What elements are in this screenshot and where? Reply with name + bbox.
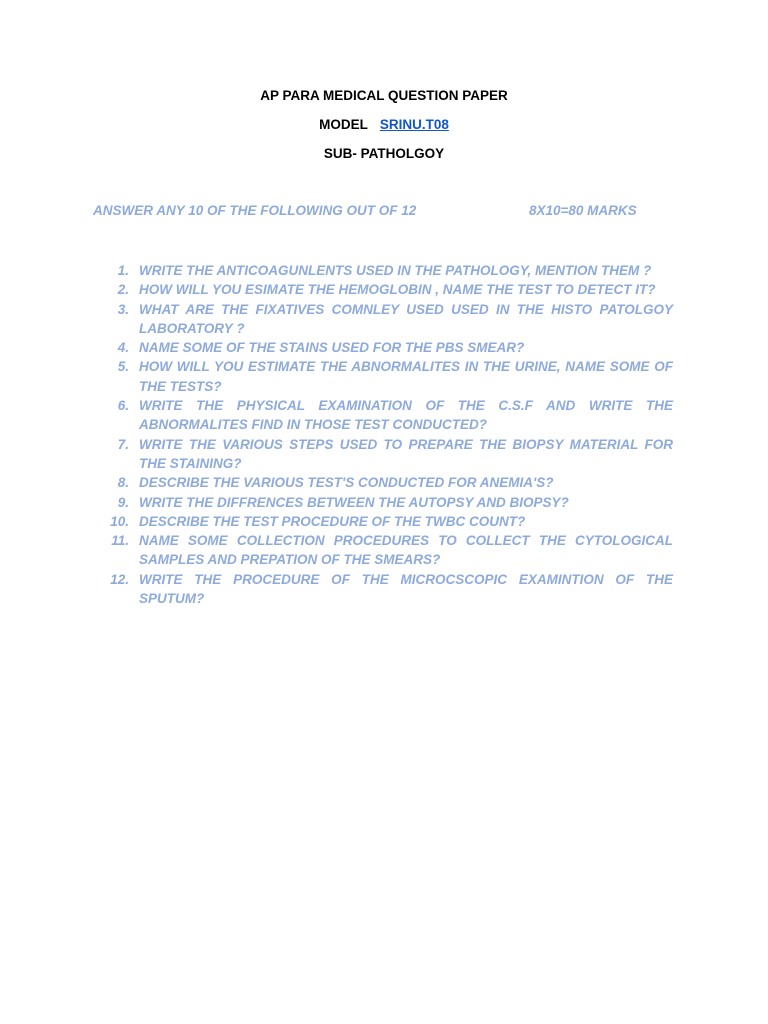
- question-item: [105, 531, 673, 570]
- subject-line: SUB- PATHOLGOY: [323, 146, 445, 161]
- question-number: 3.: [117, 301, 129, 317]
- question-text: WRITE THE ANTICOAGUNLENTS USED IN THE PATHOLOGY, MENTION THEM ?: [139, 263, 652, 278]
- question-text: WRITE THE DIFFRENCES BETWEEN THE AUTOPSY AND BIOPSY?: [139, 494, 569, 510]
- model-line: [0, 117, 768, 132]
- question-number: 9.: [117, 494, 129, 510]
- question-text: WHAT ARE THE FIXATIVES COMNLEY USED USED IN THE HISTO PATOLGOY LABORATORY ?: [139, 301, 673, 336]
- question-item: [105, 357, 673, 396]
- model-label: MODEL: [319, 117, 368, 132]
- question-list: [105, 261, 673, 608]
- question-number: 10.: [110, 513, 129, 529]
- marks-text: 8X10=80 MARKS: [529, 203, 637, 218]
- question-number: 6.: [117, 398, 129, 414]
- question-number: 4.: [117, 340, 129, 356]
- question-number: 8.: [117, 475, 129, 491]
- question-text: WRITE THE VARIOUS STEPS USED TO PREPARE THE BIOPSY MATERIAL FOR THE STAINING?: [139, 436, 673, 471]
- question-text: HOW WILL YOU ESTIMATE THE ABNORMALITES IN THE URINE, NAME SOME OF THE TESTS?: [139, 359, 673, 394]
- instruction-text: ANSWER ANY 10 OF THE FOLLOWING OUT OF 12: [93, 203, 417, 218]
- question-item: [105, 512, 673, 531]
- question-item: [105, 570, 673, 609]
- question-text: DESCRIBE THE VARIOUS TEST'S CONDUCTED FOR ANEMIA'S?: [139, 475, 554, 491]
- question-item: [105, 261, 673, 280]
- question-text: HOW WILL YOU ESIMATE THE HEMOGLOBIN , NAME THE TEST TO DETECT IT?: [139, 282, 656, 298]
- question-number: 7.: [117, 436, 129, 452]
- question-number: 12.: [110, 571, 129, 587]
- question-item: [105, 338, 673, 357]
- question-item: [105, 473, 673, 492]
- question-text: WRITE THE PROCEDURE OF THE MICROCSCOPIC EXAMINTION OF THE SPUTUM?: [139, 571, 673, 607]
- question-item: [105, 300, 673, 339]
- question-item: [105, 280, 673, 299]
- question-text: NAME SOME OF THE STAINS USED FOR THE PBS SMEAR?: [139, 340, 525, 356]
- question-number: 2.: [117, 282, 129, 298]
- question-item: [105, 493, 673, 512]
- question-text: DESCRIBE THE TEST PROCEDURE OF THE TWBC COUNT?: [139, 513, 526, 529]
- question-number: 11.: [111, 533, 129, 549]
- question-number: 5.: [117, 359, 129, 375]
- question-number: 1.: [117, 263, 129, 278]
- question-item: [105, 396, 673, 435]
- question-text: NAME SOME COLLECTION PROCEDURES TO COLLECT THE CYTOLOGICAL SAMPLES AND PREPATION OF THE SMEARS?: [139, 533, 673, 568]
- paper-title: AP PARA MEDICAL QUESTION PAPER: [260, 88, 508, 103]
- question-text: WRITE THE PHYSICAL EXAMINATION OF THE C.S.F AND WRITE THE ABNORMALITES FIND IN THOSE TEST CONDUCTED?: [139, 398, 673, 433]
- question-item: [105, 435, 673, 474]
- model-link[interactable]: SRINU.T08: [379, 117, 449, 132]
